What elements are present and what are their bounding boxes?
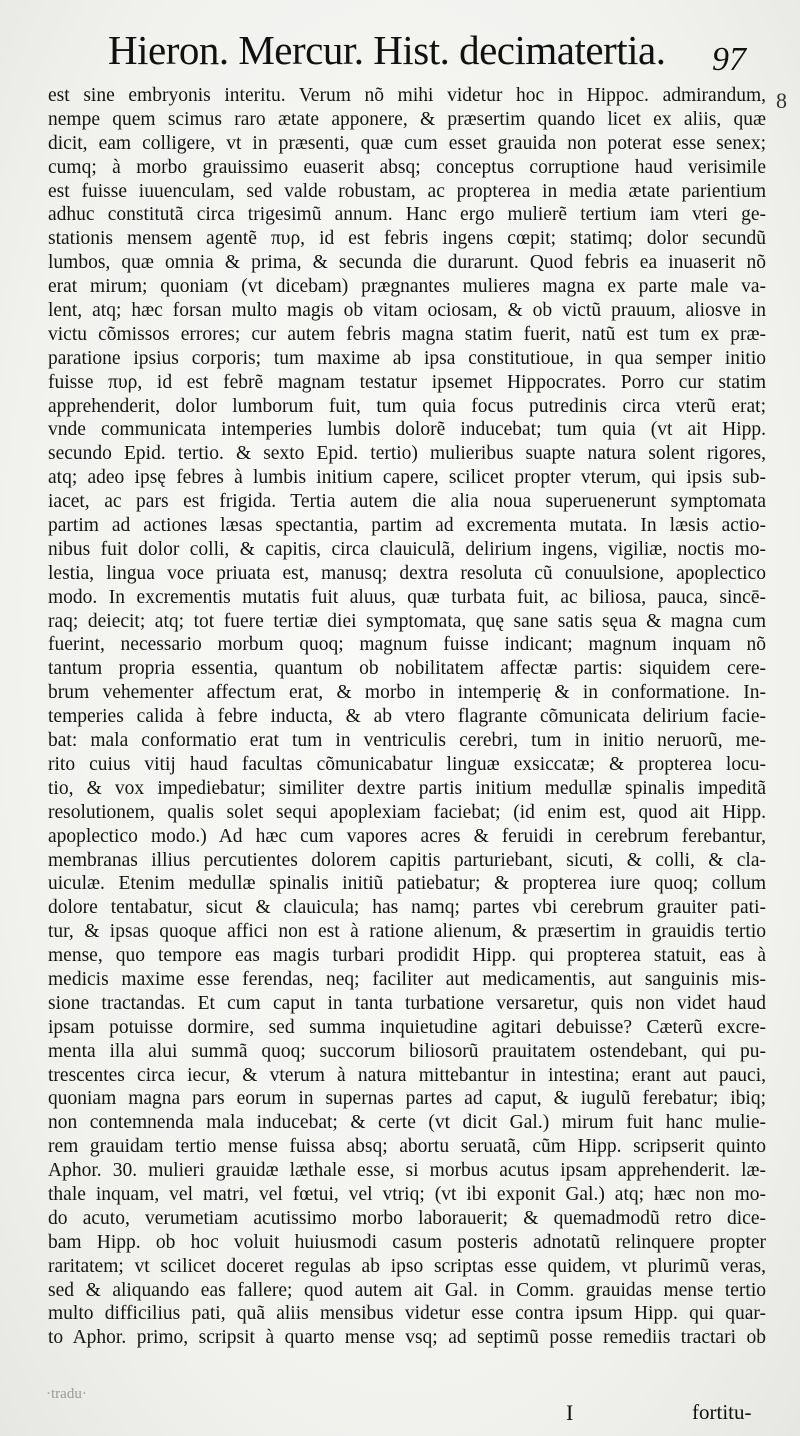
text-line: brum vehementer affectum erat, & morbo in intemperię & in conformatione. In- [48, 682, 766, 704]
text-line: medicis maxime esse ferendas, neq; faciliter aut medicamentis, aut sanguinis mis- [48, 968, 766, 990]
text-line: apoplectico modo.) Ad hæc cum vapores acres & feruidi in cerebrum ferebantur, [48, 825, 766, 847]
text-line: atq; adeo ipsę febres à lumbis initium capere, scilicet propter vterum, qui ipsis sub- [48, 467, 766, 489]
text-line: adhuc constitutã circa trigesimũ annum. Hanc ergo mulierẽ tertium iam vteri ge- [48, 204, 766, 226]
text-line: tantum propria essentia, quantum ob nobilitatem affectæ partis: siquidem cere- [48, 658, 766, 680]
text-line: bam Hipp. ob hoc voluit huiusmodi casum posteris adnotatũ relinquere propter [48, 1231, 766, 1253]
text-line: fuerint, necessario morbum quoq; magnum fuisse indicant; magnum inquam nõ [48, 634, 766, 656]
text-line: uiculæ. Etenim medullæ spinalis initiũ patiebatur; & propterea iure quoq; collum [48, 873, 766, 895]
bleed-through-text: ·tradu· [46, 1386, 87, 1402]
text-line: sione tractandas. Et cum caput in tanta turbatione versaretur, quis non videt haud [48, 992, 766, 1014]
text-line: victu cõmissos errores; cur autem febris magna statim fuerit, natũ est tum ex præ- [48, 323, 766, 345]
text-line: multo difficilius pati, quã aliis mensibus videtur esse contra ipsum Hipp. qui quar- [48, 1303, 766, 1325]
text-line: dicit, eam colligere, vt in præsenti, quæ cum esset grauida non poterat esse senex; [48, 132, 766, 154]
text-line: raq; deiecit; atq; tot fuere tertiæ diei symptomata, quę sane satis sęua & magna cum [48, 610, 766, 632]
text-line: quoniam magna pars eorum in supernas partes ad caput, & iugulũ ferebatur; ibiq; [48, 1088, 766, 1110]
text-line: resolutionem, qualis solet sequi apoplexiam faciebat; (id enim est, quod ait Hipp. [48, 801, 766, 823]
text-line: temperies calida à febre inducta, & ab vtero flagrante cõmunicata delirium facie- [48, 706, 766, 728]
text-line: dolore tentabatur, sicut & clauicula; has namq; partes vbi cerebrum grauiter pati- [48, 897, 766, 919]
text-line: lent, atq; hæc forsan multo magis ob vitam ociosam, & ob victũ prauum, aliosve in [48, 300, 766, 322]
catchword: fortitu- [692, 1400, 752, 1424]
text-line: erat mirum; quoniam (vt dicebam) prægnantes mulieres magna ex parte male va- [48, 276, 766, 298]
text-line: mense, quo tempore eas magis turbari prodidit Hipp. qui propterea statuit, eas à [48, 945, 766, 967]
text-line: est fuisse iuuenculam, sed valde robustam, ac propterea in media ætate parientium [48, 180, 766, 202]
text-line: cumq; à morbo grauissimo euaserit absq; conceptus corruptione haud verisimile [48, 156, 766, 178]
text-line: stationis mensem agentẽ πυρ, id est febris ingens cœpit; statimq; dolor secundũ [48, 228, 766, 250]
text-line: modo. In excrementis mutatis fuit aluus, quæ turbata fuit, ac biliosa, pauca, sincē- [48, 586, 766, 608]
text-line: nibus fuit dolor colli, & capitis, circa clauiculã, delirium ingens, vigiliæ, noctis mo- [48, 538, 766, 560]
text-line: vnde communicata intemperies lumbis dolorẽ inducebat; tum quia (vt ait Hipp. [48, 419, 766, 441]
text-line: lestia, lingua voce priuata est, manusq; dextra resoluta cũ conuulsione, apoplectico [48, 562, 766, 584]
text-line: partim ad actiones læsas spectantia, partim ad excrementa mutata. In læsis actio- [48, 515, 766, 537]
text-line: nempe quem scimus raro ætate apponere, & præsertim quando licet ex aliis, quæ [48, 108, 766, 130]
text-line: apprehenderit, dolor lumborum fuit, tum quia focus putredinis circa vterũ erat; [48, 395, 766, 417]
text-line: rito cuius vitij haud facultas cõmunicabatur linguæ exsiccatæ; & propterea locu- [48, 753, 766, 775]
text-line: fuisse πυρ, id est febrẽ magnam testatur ipsemet Hippocrates. Porro cur statim [48, 371, 766, 393]
text-line: secundo Epid. tertio. & sexto Epid. tertio) mulieribus suapte natura solent rigores, [48, 443, 766, 465]
text-line: trescentes circa iecur, & vterum à natura mittebantur in intestina; erant aut pauci, [48, 1064, 766, 1086]
text-line: sed & aliquando eas fallere; quod autem ait Gal. in Comm. grauidas mense tertio [48, 1279, 766, 1301]
text-line: lumbos, quæ omnia & prima, & secunda die durarunt. Quod febris ea inuaserit nõ [48, 252, 766, 274]
text-line: tio, & vox impediebatur; similiter dextre partis initium medullæ spinalis impeditã [48, 777, 766, 799]
text-line: thale inquam, vel matri, vel fœtui, vel vtriq; (vt ibi exponit Gal.) atq; hæc non mo- [48, 1183, 766, 1205]
page-number: 97 [712, 41, 746, 78]
margin-mark: 8 [776, 88, 787, 113]
text-line: do acuto, verumetiam acutissimo morbo laborauerit; & quemadmodũ retro dice- [48, 1207, 766, 1229]
text-line: paratione ipsius corporis; tum maxime ab ipsa constitutioue, in qua semper initio [48, 347, 766, 369]
text-line: Aphor. 30. mulieri grauidæ læthale esse, si morbus acutus ipsam apprehenderit. læ- [48, 1160, 766, 1182]
running-title: Hieron. Mercur. Hist. decimatertia. [108, 27, 666, 73]
text-line: to Aphor. primo, scripsit à quarto mense vsq; ad septimũ posse remediis tractari ob [48, 1327, 766, 1349]
text-line: membranas illius percutientes dolorem capitis parturiebant, sicuti, & colli, & cla- [48, 849, 766, 871]
text-line: iacet, ac pars est frigida. Tertia autem die alia noua superuenerunt symptomata [48, 491, 766, 513]
text-line: raritatem; vt scilicet doceret regulas ab ipso scriptas esse quidem, vt plurimũ veras, [48, 1255, 766, 1277]
text-line: non contemnenda mala inducebat; & certe (vt dicit Gal.) mirum fuit hanc mulie- [48, 1112, 766, 1134]
text-line: ipsam potuisse dormire, sed summa inquietudine agitari debuisse? Cæterũ excre- [48, 1016, 766, 1038]
text-line: est sine embryonis interitu. Verum nõ mihi videtur hoc in Hippoc. admirandum, [48, 85, 766, 106]
text-line: menta illa alui summã quoq; succorum biliosorũ prauitatem ostendebant, qui pu- [48, 1040, 766, 1062]
text-line: bat: mala conformatio erat tum in ventriculis cerebri, tum in initio neruorũ, me- [48, 730, 766, 752]
text-line: tur, & ipsas quoque affici non est à ratione alienum, & præsertim in grauidis tertio [48, 921, 766, 943]
text-line: rem grauidam tertio mense fuissa absq; abortu seruatã, cũm Hipp. scripserit quinto [48, 1136, 766, 1158]
signature-mark: I [566, 1400, 574, 1425]
body-text-block [48, 84, 766, 1350]
